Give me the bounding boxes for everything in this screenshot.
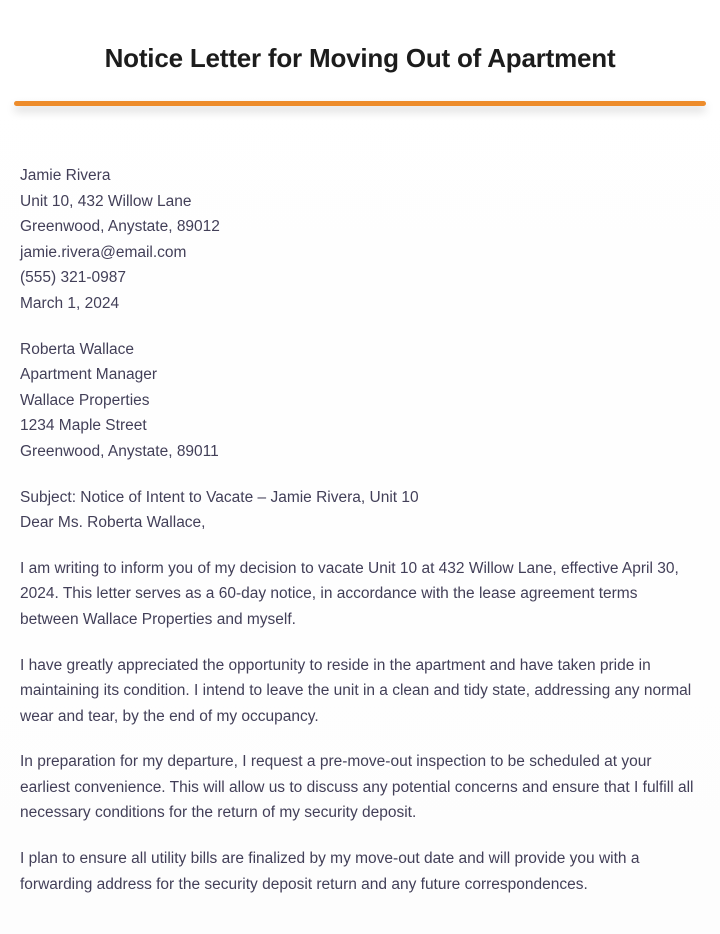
recipient-address-block [20,337,698,465]
recipient-title: Apartment Manager [20,366,157,384]
letter-paragraph: I am writing to inform you of my decision to vacate Unit 10 at 432 Willow Lane, effective April 30, 2024. This letter serves as a 60-day notice, in accordance with the lease agreement terms between Wallace Properties and myself. [20,559,679,628]
letter-paragraph: I plan to ensure all utility bills are finalized by my move-out date and will provide you with a forwarding address for the security deposit return and any future correspondences. [20,850,640,893]
sender-address-block [20,163,698,317]
sender-address-line: Greenwood, Anystate, 89012 [20,218,220,236]
subject-salutation-block [20,485,698,536]
sender-email: jamie.rivera@email.com [20,243,187,261]
letter-body [0,106,720,897]
recipient-address-line: Greenwood, Anystate, 89011 [20,442,219,460]
letter-paragraph: I have greatly appreciated the opportunity to reside in the apartment and have taken pride in maintaining its condition. I intend to leave the unit in a clean and tidy state, addressing any normal wear and tear, by the end of my occupancy. [20,656,692,725]
recipient-address-line: 1234 Maple Street [20,417,147,435]
sender-phone: (555) 321-0987 [20,269,126,287]
recipient-name: Roberta Wallace [20,340,135,358]
recipient-company: Wallace Properties [20,391,150,409]
letter-date: March 1, 2024 [20,294,120,312]
page-title: Notice Letter for Moving Out of Apartment [104,43,616,73]
sender-address-line: Unit 10, 432 Willow Lane [20,192,192,210]
letter-paragraph: In preparation for my departure, I request a pre-move-out inspection to be scheduled at your earliest convenience. This will allow us to discuss any potential concerns and ensure that I fulfill all necessary conditions for the return of my security deposit. [20,753,694,822]
sender-name: Jamie Rivera [20,167,111,184]
salutation: Dear Ms. Roberta Wallace, [20,514,206,532]
subject-line: Subject: Notice of Intent to Vacate – Jamie Rivera, Unit 10 [20,488,419,506]
